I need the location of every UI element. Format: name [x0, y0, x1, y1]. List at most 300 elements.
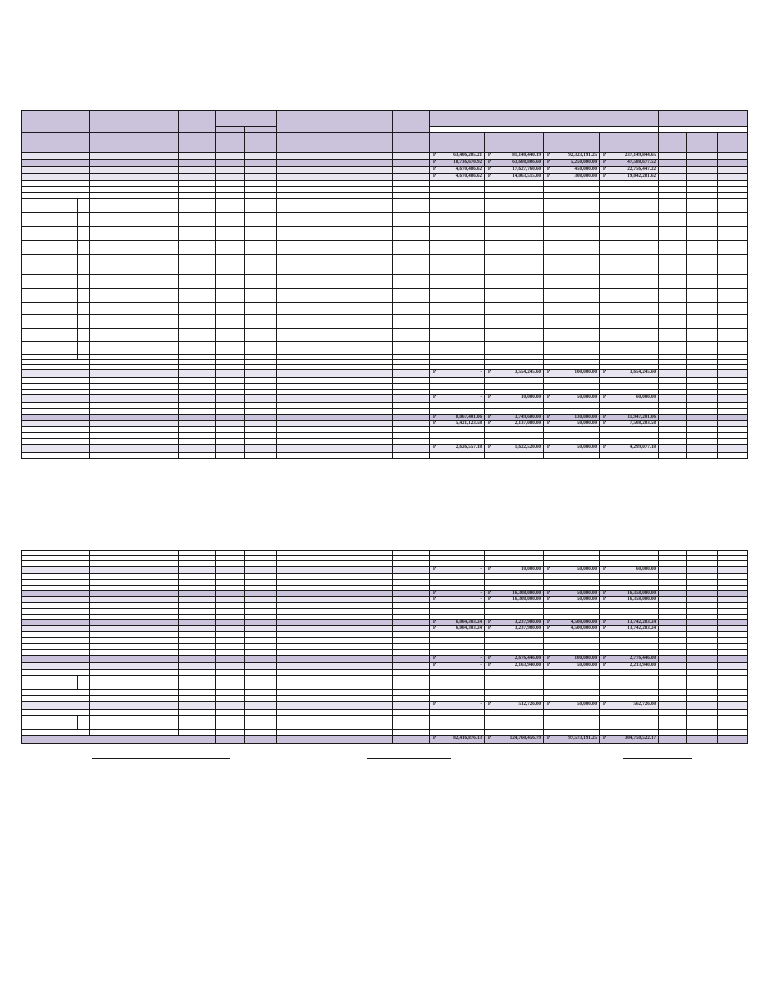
amount-cell	[430, 342, 485, 355]
table-cell	[687, 453, 718, 459]
amount-cell	[430, 421, 485, 427]
table-cell	[90, 153, 179, 160]
amount-cell	[430, 167, 485, 174]
table-cell	[718, 342, 748, 355]
grand-total-amount-cell	[544, 736, 600, 744]
table-cell	[659, 567, 687, 574]
table-cell	[718, 199, 748, 213]
table-cell	[718, 289, 748, 303]
header-cell	[245, 133, 277, 153]
amount-value: 60,000.00	[636, 395, 656, 400]
table-cell	[78, 303, 90, 315]
amount-cell	[600, 289, 659, 303]
currency-symbol: P	[488, 395, 492, 400]
table-cell	[277, 445, 393, 453]
amount-value: 19,042,281.62	[627, 174, 656, 179]
table-cell	[393, 241, 430, 255]
amount-cell	[485, 656, 544, 663]
table-cell	[393, 255, 430, 275]
amount-cell	[600, 626, 659, 632]
table-cell	[216, 315, 245, 329]
amount-cell	[544, 275, 600, 289]
amount-cell	[600, 676, 659, 690]
amount-value: 50,000.00	[577, 421, 597, 426]
table-row	[22, 213, 748, 227]
currency-symbol: P	[488, 174, 492, 179]
currency-symbol: P	[547, 167, 551, 172]
table-cell	[277, 153, 393, 160]
header-cell	[430, 133, 485, 153]
table-cell	[687, 289, 718, 303]
amount-cell	[430, 303, 485, 315]
table-row	[22, 289, 748, 303]
table-cell	[216, 453, 245, 459]
currency-symbol: P	[433, 597, 437, 602]
amount-value: 18,736,670.92	[453, 160, 482, 165]
currency-symbol: P	[603, 567, 607, 572]
table-row	[22, 702, 748, 710]
table-cell	[393, 303, 430, 315]
amount-cell	[600, 213, 659, 227]
table-cell	[22, 289, 78, 303]
amount-cell	[600, 395, 659, 403]
amount-value: 60,000.00	[636, 567, 656, 572]
currency-symbol: P	[603, 597, 607, 602]
table-cell	[277, 167, 393, 174]
table-cell	[179, 453, 216, 459]
table-cell	[277, 395, 393, 403]
amount-cell	[485, 199, 544, 213]
amount-cell	[544, 289, 600, 303]
table-cell	[22, 342, 78, 355]
table-cell	[179, 445, 216, 453]
amount-cell	[430, 716, 485, 730]
amount-cell	[600, 597, 659, 603]
table-cell	[216, 395, 245, 403]
table-cell	[90, 702, 179, 710]
amount-cell	[600, 303, 659, 315]
amount-cell	[485, 160, 544, 167]
table-cell	[179, 663, 216, 670]
amount-cell	[485, 453, 544, 459]
amount-value: 16,308,000.00	[512, 597, 541, 602]
currency-symbol: P	[433, 160, 437, 165]
table-cell	[216, 370, 245, 378]
table-cell	[179, 329, 216, 342]
amount-value: 450,000.00	[574, 167, 597, 172]
amount-cell	[544, 255, 600, 275]
table-cell	[216, 303, 245, 315]
table-cell	[687, 567, 718, 574]
table-cell	[718, 160, 748, 167]
amount-cell	[544, 160, 600, 167]
table-cell	[687, 153, 718, 160]
amount-cell	[485, 445, 544, 453]
table-cell	[659, 656, 687, 663]
amount-cell	[430, 370, 485, 378]
table-cell	[22, 395, 90, 403]
amount-cell	[485, 174, 544, 181]
table-cell	[277, 241, 393, 255]
table-cell	[277, 342, 393, 355]
table-cell	[22, 329, 78, 342]
table-cell	[245, 303, 277, 315]
table-cell	[22, 656, 90, 663]
table-cell	[90, 329, 179, 342]
table-cell	[687, 315, 718, 329]
header-cell	[659, 111, 748, 127]
table-cell	[216, 241, 245, 255]
table-cell	[687, 702, 718, 710]
currency-symbol: P	[547, 663, 551, 668]
table-cell	[659, 342, 687, 355]
table-cell	[90, 289, 179, 303]
header-cell	[393, 133, 430, 153]
amount-cell	[600, 445, 659, 453]
header-cell	[22, 133, 90, 153]
table-body-bottom	[22, 551, 748, 744]
table-cell	[22, 445, 90, 453]
amount-cell	[600, 227, 659, 241]
amount-cell	[544, 567, 600, 574]
table-cell	[22, 315, 78, 329]
table-cell	[659, 736, 687, 744]
table-row	[22, 676, 748, 690]
currency-symbol: P	[488, 370, 492, 375]
amount-value: 97,573,191.25	[568, 736, 597, 741]
table-cell	[216, 663, 245, 670]
table-row	[22, 370, 748, 378]
grand-total-amount-cell	[485, 736, 544, 744]
table-cell	[216, 567, 245, 574]
table-body-top	[22, 111, 748, 459]
currency-symbol: P	[488, 160, 492, 165]
table-cell	[718, 453, 748, 459]
amount-cell	[485, 255, 544, 275]
amount-cell	[544, 656, 600, 663]
amount-cell	[485, 329, 544, 342]
table-cell	[90, 213, 179, 227]
amount-value: 82,416,876.13	[453, 736, 482, 741]
table-cell	[216, 342, 245, 355]
amount-cell	[485, 395, 544, 403]
amount-value: 2,776,446.00	[629, 656, 656, 661]
amount-cell	[600, 275, 659, 289]
currency-symbol: P	[488, 663, 492, 668]
table-cell	[216, 167, 245, 174]
table-cell	[393, 567, 430, 574]
table-cell	[659, 153, 687, 160]
amount-cell	[544, 315, 600, 329]
currency-symbol: P	[488, 167, 492, 172]
amount-cell	[485, 153, 544, 160]
table-cell	[216, 255, 245, 275]
table-cell	[22, 716, 78, 730]
amount-cell	[485, 716, 544, 730]
amount-cell	[600, 342, 659, 355]
table-row	[22, 160, 748, 167]
table-cell	[179, 160, 216, 167]
table-cell	[78, 676, 90, 690]
table-cell	[393, 167, 430, 174]
table-cell	[78, 241, 90, 255]
currency-symbol: P	[547, 174, 551, 179]
table-cell	[718, 702, 748, 710]
table-cell	[22, 174, 90, 181]
amount-value: 50,000.00	[577, 663, 597, 668]
budget-table-top	[21, 110, 748, 459]
amount-value: 17,627,760.60	[512, 167, 541, 172]
amount-cell	[600, 167, 659, 174]
currency-symbol: P	[488, 591, 492, 596]
table-row	[22, 167, 748, 174]
amount-value: 50,000.00	[577, 395, 597, 400]
table-cell	[179, 395, 216, 403]
table-cell	[216, 213, 245, 227]
amount-cell	[544, 342, 600, 355]
table-cell	[687, 445, 718, 453]
header-row	[22, 111, 748, 127]
amount-value: 16,358,000.00	[627, 597, 656, 602]
table-cell	[659, 329, 687, 342]
header-cell	[216, 111, 277, 127]
amount-cell	[485, 663, 544, 670]
table-cell	[687, 676, 718, 690]
amount-cell	[485, 275, 544, 289]
table-cell	[277, 663, 393, 670]
table-cell	[22, 567, 90, 574]
amount-cell	[600, 421, 659, 427]
table-cell	[659, 395, 687, 403]
table-row	[22, 716, 748, 730]
amount-cell	[544, 597, 600, 603]
table-cell	[245, 656, 277, 663]
table-cell	[179, 153, 216, 160]
currency-symbol: P	[488, 626, 492, 631]
table-cell	[718, 303, 748, 315]
table-cell	[687, 227, 718, 241]
table-cell	[179, 370, 216, 378]
table-cell	[687, 167, 718, 174]
amount-value: 6,004,303.24	[455, 626, 482, 631]
amount-cell	[430, 289, 485, 303]
table-cell	[718, 213, 748, 227]
header-cell	[216, 133, 245, 153]
table-cell	[90, 199, 179, 213]
table-cell	[179, 199, 216, 213]
table-cell	[216, 676, 245, 690]
table-row	[22, 315, 748, 329]
amount-value: 4,670,486.62	[455, 174, 482, 179]
table-cell	[659, 702, 687, 710]
amount-value: 308,000.00	[574, 174, 597, 179]
table-cell	[718, 329, 748, 342]
table-cell	[393, 329, 430, 342]
currency-symbol: P	[433, 567, 437, 572]
table-row	[22, 241, 748, 255]
table-cell	[393, 199, 430, 213]
amount-value: 3,554,245.60	[514, 370, 541, 375]
table-cell	[393, 656, 430, 663]
table-row	[22, 275, 748, 289]
table-cell	[179, 241, 216, 255]
grand-total-label-cell	[22, 736, 216, 744]
table-cell	[22, 676, 78, 690]
amount-value: -	[480, 656, 482, 661]
table-cell	[78, 227, 90, 241]
table-cell	[216, 275, 245, 289]
currency-symbol: P	[433, 626, 437, 631]
table-cell	[90, 275, 179, 289]
amount-value: 63,608,806.60	[512, 160, 541, 165]
table-row	[22, 445, 748, 453]
table-cell	[245, 329, 277, 342]
currency-symbol: P	[603, 663, 607, 668]
header-row	[22, 133, 748, 153]
table-cell	[277, 329, 393, 342]
header-cell	[393, 111, 430, 133]
table-cell	[277, 453, 393, 459]
amount-value: 562,726.00	[633, 702, 656, 707]
amount-cell	[485, 626, 544, 632]
table-cell	[245, 153, 277, 160]
table-cell	[393, 395, 430, 403]
table-cell	[393, 716, 430, 730]
currency-symbol: P	[488, 656, 492, 661]
table-cell	[78, 342, 90, 355]
table-cell	[179, 213, 216, 227]
table-cell	[718, 227, 748, 241]
amount-cell	[485, 315, 544, 329]
table-row	[22, 395, 748, 403]
amount-value: 4,670,486.62	[455, 167, 482, 172]
header-cell	[430, 111, 659, 127]
currency-symbol: P	[603, 174, 607, 179]
table-cell	[718, 174, 748, 181]
table-cell	[90, 255, 179, 275]
table-cell	[179, 174, 216, 181]
table-cell	[22, 303, 78, 315]
table-cell	[718, 716, 748, 730]
table-cell	[245, 567, 277, 574]
table-cell	[245, 716, 277, 730]
table-row	[22, 303, 748, 315]
table-cell	[659, 303, 687, 315]
currency-symbol: P	[603, 395, 607, 400]
table-cell	[393, 342, 430, 355]
amount-value: 4,500,000.00	[570, 626, 597, 631]
amount-cell	[544, 199, 600, 213]
table-cell	[78, 716, 90, 730]
table-cell	[216, 329, 245, 342]
currency-symbol: P	[603, 421, 607, 426]
amount-cell	[544, 445, 600, 453]
header-cell	[90, 133, 179, 153]
amount-value: 3,654,245.60	[629, 370, 656, 375]
amount-value: 7,508,203.58	[629, 421, 656, 426]
amount-cell	[600, 174, 659, 181]
table-cell	[687, 303, 718, 315]
currency-symbol: P	[603, 153, 607, 158]
table-cell	[659, 275, 687, 289]
table-cell	[216, 160, 245, 167]
table-cell	[393, 445, 430, 453]
budget-table-bottom	[21, 550, 748, 744]
table-cell	[22, 255, 78, 275]
header-cell	[544, 133, 600, 153]
amount-cell	[485, 676, 544, 690]
table-cell	[216, 289, 245, 303]
amount-cell	[430, 174, 485, 181]
table-cell	[216, 153, 245, 160]
table-cell	[78, 199, 90, 213]
table-cell	[22, 213, 78, 227]
table-cell	[393, 702, 430, 710]
table-cell	[179, 567, 216, 574]
currency-symbol: P	[488, 421, 492, 426]
table-cell	[78, 255, 90, 275]
table-cell	[277, 160, 393, 167]
currency-symbol: P	[547, 415, 551, 420]
amount-cell	[544, 421, 600, 427]
amount-cell	[485, 227, 544, 241]
amount-cell	[544, 153, 600, 160]
amount-cell	[430, 663, 485, 670]
table-row	[22, 329, 748, 342]
amount-cell	[544, 716, 600, 730]
amount-value: 2,626,557.18	[455, 445, 482, 450]
amount-cell	[430, 676, 485, 690]
currency-symbol: P	[603, 370, 607, 375]
table-cell	[659, 370, 687, 378]
amount-value: -	[480, 663, 482, 668]
currency-symbol: P	[547, 620, 551, 625]
amount-cell	[600, 153, 659, 160]
amount-cell	[485, 303, 544, 315]
table-cell	[90, 241, 179, 255]
amount-cell	[430, 153, 485, 160]
currency-symbol: P	[488, 620, 492, 625]
table-cell	[393, 453, 430, 459]
table-cell	[659, 174, 687, 181]
table-cell	[687, 656, 718, 663]
table-cell	[687, 663, 718, 670]
amount-value: 2,163,940.00	[514, 663, 541, 668]
table-cell	[277, 303, 393, 315]
currency-symbol: P	[603, 626, 607, 631]
amount-cell	[600, 315, 659, 329]
table-cell	[90, 303, 179, 315]
table-cell	[277, 716, 393, 730]
amount-cell	[544, 702, 600, 710]
amount-cell	[430, 395, 485, 403]
amount-cell	[485, 213, 544, 227]
amount-cell	[430, 626, 485, 632]
table-cell	[216, 736, 245, 744]
amount-value: 16,308,000.00	[512, 591, 541, 596]
currency-symbol: P	[547, 160, 551, 165]
amount-value: 100,000.00	[574, 370, 597, 375]
header-cell	[485, 133, 544, 153]
amount-value: 100,000.00	[574, 656, 597, 661]
table-cell	[245, 445, 277, 453]
currency-symbol: P	[547, 656, 551, 661]
amount-value: 50,000.00	[577, 702, 597, 707]
table-cell	[22, 241, 78, 255]
currency-symbol: P	[603, 736, 607, 741]
amount-value: 16,358,000.00	[627, 591, 656, 596]
amount-value: 237,149,844.65	[624, 153, 656, 158]
